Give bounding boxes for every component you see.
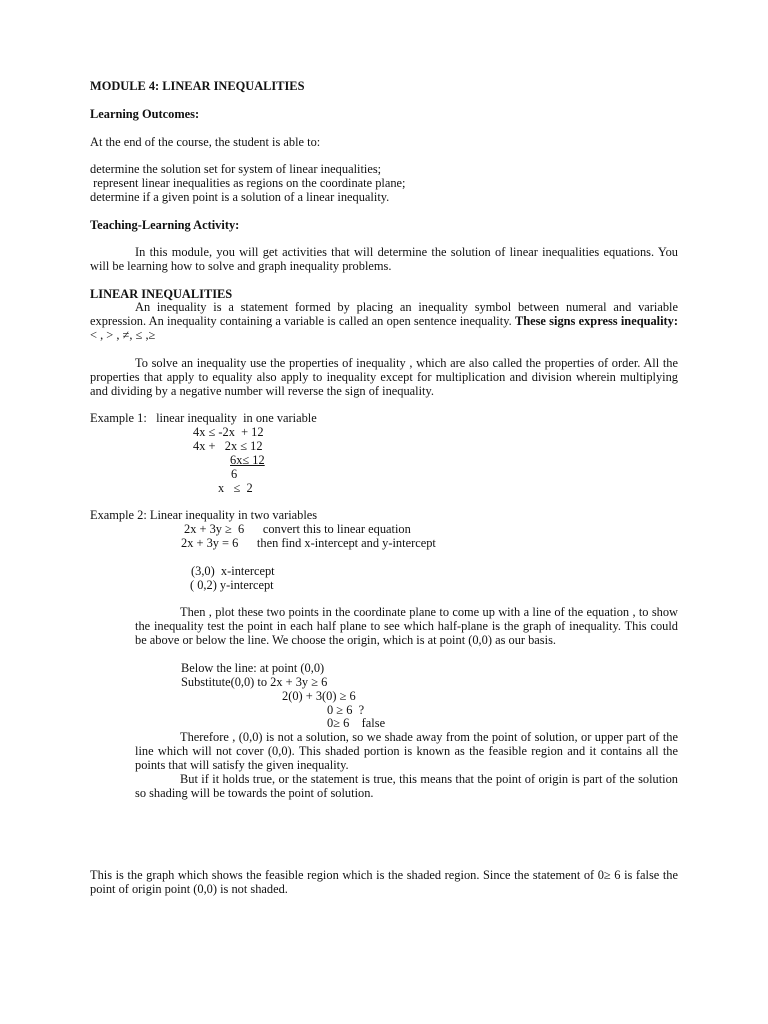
calc-step: 0≥ 6 false — [327, 716, 386, 730]
therefore-paragraph: Therefore , (0,0) is not a solution, so we shade away from the point of solution, or upper part of the line which will not cover (0,0). This shaded portion is known as the feasible region and it contains all the points that will satisfy the given inequality. — [135, 730, 678, 772]
example-2-line: 2x + 3y = 6 then find x-intercept and y-intercept — [181, 536, 436, 550]
substitute-text: Substitute(0,0) to 2x + 3y ≥ 6 — [181, 675, 328, 689]
linear-heading: LINEAR INEQUALITIES — [90, 287, 233, 301]
outcome-item: determine if a given point is a solution of a linear inequality. — [90, 190, 390, 204]
teaching-heading: Teaching-Learning Activity: — [90, 218, 240, 232]
linear-definition-text: An inequality is a statement formed by placing an inequality symbol between numeral and variable expression. An inequality containing a variable is called an open sentence inequality. — [90, 300, 678, 328]
example-2-line: 2x + 3y ≥ 6 convert this to linear equation — [184, 522, 411, 536]
example-1-result: x ≤ 2 — [218, 481, 253, 495]
below-line-text: Below the line: at point (0,0) — [181, 661, 325, 675]
example-1-label: Example 1: linear inequality in one variable — [90, 411, 317, 425]
linear-paragraph-2: To solve an inequality use the properties of inequality , which are also called the properties of order. All the properties that apply to equality also apply to inequality except for multiplication and division wherein multiplying and dividing by a negative number will reverse the sign of inequality. — [90, 356, 678, 398]
teaching-paragraph: In this module, you will get activities that will determine the solution of linear inequalities equations. You will be learning how to solve and graph inequality problems. — [90, 245, 678, 273]
example-1-step: 6x≤ 12 — [230, 453, 265, 467]
learning-outcomes-intro: At the end of the course, the student is able to: — [90, 135, 321, 149]
x-intercept: (3,0) x-intercept — [191, 564, 275, 578]
but-paragraph: But if it holds true, or the statement is true, this means that the point of origin is part of the solution so shading will be towards the point of solution. — [135, 772, 678, 800]
example-1-step: 4x + 2x ≤ 12 — [193, 439, 263, 453]
example-1-step: 4x ≤ -2x + 12 — [193, 425, 264, 439]
calc-step: 0 ≥ 6 ? — [327, 703, 365, 717]
signs-label: These signs express inequality: — [514, 314, 679, 328]
signs-list: < , > , ≠, ≤ ,≥ — [90, 328, 156, 342]
outcome-item: represent linear inequalities as regions on the coordinate plane; — [90, 176, 406, 190]
y-intercept: ( 0,2) y-intercept — [190, 578, 274, 592]
module-title: MODULE 4: LINEAR INEQUALITIES — [90, 79, 305, 93]
example-1-step: 6 — [231, 467, 238, 481]
example-2-paragraph: Then , plot these two points in the coordinate plane to come up with a line of the equation , to show the inequality test the point in each half plane to see which half-plane is the graph of inequality. This could be above or below the line. We choose the origin, which is at point (0,0) as our basis. — [135, 605, 678, 647]
example-2-label: Example 2: Linear inequality in two variables — [90, 508, 318, 522]
graph-note: This is the graph which shows the feasible region which is the shaded region. Since the statement of 0≥ 6 is false the point of origin point (0,0) is not shaded. — [90, 868, 678, 896]
linear-paragraph-1 — [90, 300, 678, 342]
learning-outcomes-heading: Learning Outcomes: — [90, 107, 200, 121]
outcome-item: determine the solution set for system of linear inequalities; — [90, 162, 382, 176]
calc-step: 2(0) + 3(0) ≥ 6 — [282, 689, 356, 703]
